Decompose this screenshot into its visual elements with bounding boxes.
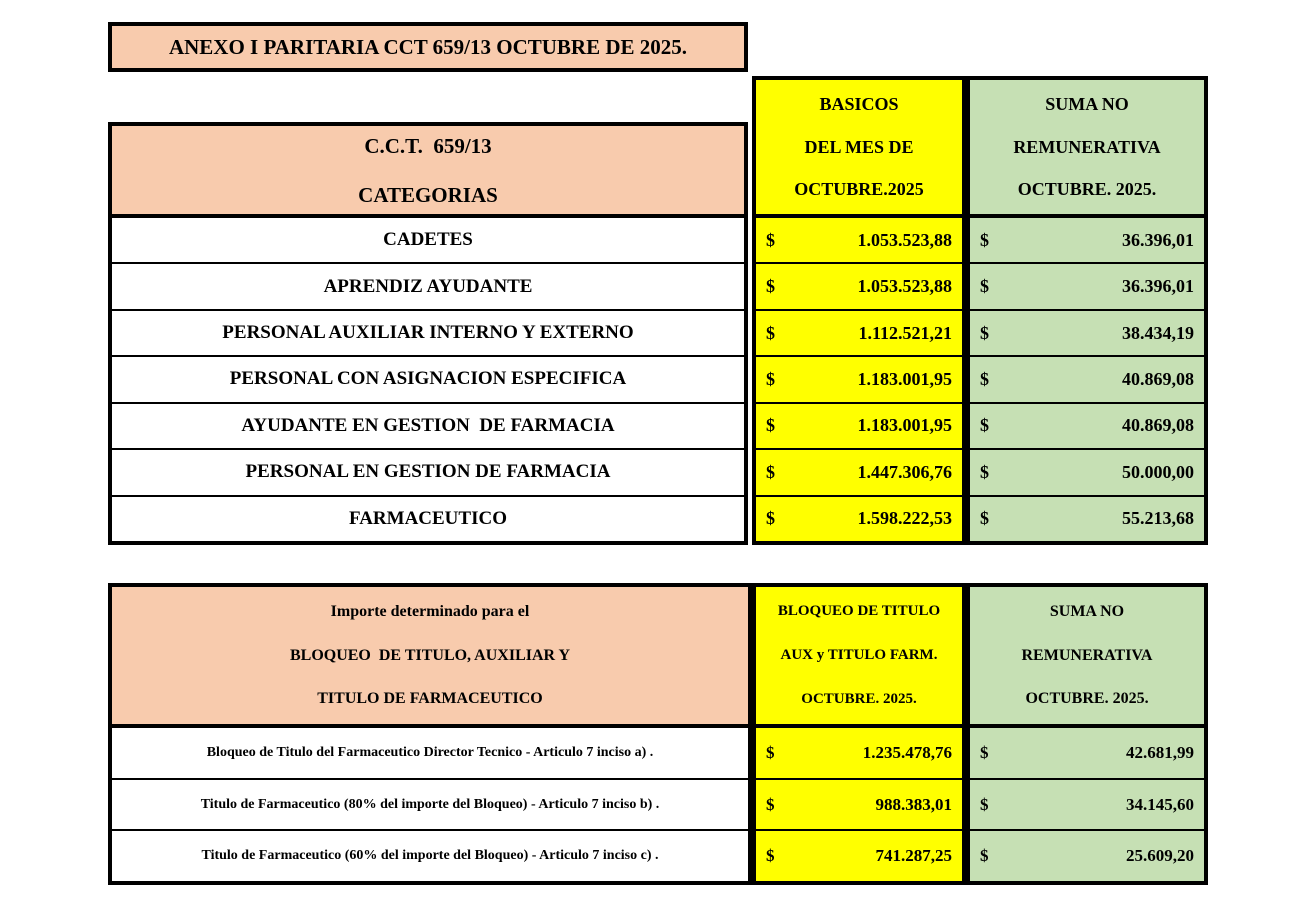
suma-header-line: OCTUBRE. 2025.	[1025, 690, 1149, 707]
amount-value: 1.053.523,88	[857, 229, 952, 250]
table2-bloqueo-column	[752, 583, 966, 885]
table-row	[112, 728, 748, 778]
table-row	[112, 262, 744, 308]
currency-symbol: $	[980, 322, 989, 343]
basicos-header-line: BASICOS	[819, 94, 899, 114]
bloqueo-amount-cell	[756, 728, 962, 778]
importe-header-line: BLOQUEO DE TITULO, AUXILIAR Y	[289, 646, 571, 664]
table2-bloqueo-rows	[756, 728, 962, 881]
amount-value: 1.053.523,88	[857, 276, 952, 297]
basico-amount-cell	[756, 262, 962, 308]
categorias-label: CATEGORIAS	[358, 183, 498, 207]
currency-symbol: $	[766, 276, 775, 297]
currency-symbol: $	[766, 742, 775, 762]
amount-value: 36.396,01	[1122, 229, 1194, 250]
basico-amount-cell	[756, 495, 962, 541]
importe-header-line: Importe determinado para el	[330, 603, 530, 620]
table1-categories-header-cell	[112, 126, 744, 218]
cct-number-label: C.C.T. 659/13	[364, 134, 492, 158]
category-cell: PERSONAL EN GESTION DE FARMACIA	[245, 461, 611, 483]
category-cell: AYUDANTE EN GESTION DE FARMACIA	[241, 414, 615, 436]
suma-header-line: REMUNERATIVA	[1021, 646, 1153, 664]
currency-symbol: $	[980, 415, 989, 436]
amount-value: 1.598.222,53	[857, 508, 952, 529]
description-cell: Bloqueo de Titulo del Farmaceutico Director Tecnico - Articulo 7 inciso a) .	[206, 744, 654, 760]
suma-header-line: OCTUBRE. 2025.	[1017, 179, 1157, 199]
suma-amount-cell	[970, 495, 1204, 541]
table-row	[112, 495, 744, 541]
suma-amount-cell	[970, 728, 1204, 778]
suma-header-line: SUMA NO	[1045, 94, 1129, 114]
currency-symbol: $	[766, 229, 775, 250]
currency-symbol: $	[980, 508, 989, 529]
currency-symbol: $	[980, 461, 989, 482]
amount-value: 25.609,20	[1126, 846, 1194, 866]
table1-categories-column	[108, 122, 748, 545]
amount-value: 741.287,25	[875, 846, 952, 866]
category-cell: APRENDIZ AYUDANTE	[323, 275, 533, 297]
bloqueo-amount-cell	[756, 778, 962, 830]
basico-amount-cell	[756, 218, 962, 262]
amount-value: 50.000,00	[1122, 461, 1194, 482]
description-cell: Titulo de Farmaceutico (80% del importe del Bloqueo) - Articulo 7 inciso b) .	[200, 796, 660, 812]
amount-value: 34.145,60	[1126, 794, 1194, 814]
suma-amount-cell	[970, 402, 1204, 448]
amount-value: 1.235.478,76	[862, 742, 952, 762]
basicos-header-line: OCTUBRE.2025	[794, 179, 924, 199]
amount-value: 36.396,01	[1122, 276, 1194, 297]
table2-suma-header-cell	[970, 587, 1204, 728]
table-row	[112, 218, 744, 262]
category-cell: CADETES	[383, 229, 473, 251]
table1-basicos-rows	[756, 218, 962, 541]
table1-basicos-column	[752, 76, 966, 545]
currency-symbol: $	[980, 368, 989, 389]
basico-amount-cell	[756, 402, 962, 448]
suma-header-line: REMUNERATIVA	[1013, 136, 1161, 157]
amount-value: 1.447.306,76	[857, 461, 952, 482]
currency-symbol: $	[766, 508, 775, 529]
table-row	[112, 355, 744, 401]
amount-value: 55.213,68	[1122, 508, 1194, 529]
currency-symbol: $	[980, 276, 989, 297]
basico-amount-cell	[756, 355, 962, 401]
table1-suma-rows	[970, 218, 1204, 541]
table1-category-rows	[112, 218, 744, 541]
basicos-header-line: DEL MES DE	[804, 136, 914, 157]
amount-value: 1.183.001,95	[857, 368, 952, 389]
category-cell: PERSONAL CON ASIGNACION ESPECIFICA	[229, 368, 627, 390]
description-cell: Titulo de Farmaceutico (60% del importe del Bloqueo) - Articulo 7 inciso c) .	[201, 848, 659, 864]
currency-symbol: $	[766, 368, 775, 389]
currency-symbol: $	[766, 846, 775, 866]
basico-amount-cell	[756, 309, 962, 355]
suma-amount-cell	[970, 262, 1204, 308]
suma-amount-cell	[970, 778, 1204, 830]
category-cell: PERSONAL AUXILIAR INTERNO Y EXTERNO	[222, 322, 634, 344]
suma-amount-cell	[970, 218, 1204, 262]
basico-amount-cell	[756, 448, 962, 494]
currency-symbol: $	[766, 415, 775, 436]
bloqueo-header-line: AUX y TITULO FARM.	[780, 647, 938, 663]
currency-symbol: $	[766, 794, 775, 814]
currency-symbol: $	[980, 742, 989, 762]
amount-value: 1.112.521,21	[858, 322, 952, 343]
table-row	[112, 778, 748, 830]
suma-amount-cell	[970, 829, 1204, 881]
category-cell: FARMACEUTICO	[349, 507, 507, 529]
table2-left-header-cell	[112, 587, 748, 728]
bloqueo-header-line: OCTUBRE. 2025.	[801, 691, 917, 707]
currency-symbol: $	[766, 461, 775, 482]
table-row	[112, 829, 748, 881]
currency-symbol: $	[980, 794, 989, 814]
page-title: ANEXO I PARITARIA CCT 659/13 OCTUBRE DE 2025.	[108, 22, 748, 72]
table1-suma-column	[966, 76, 1208, 545]
currency-symbol: $	[980, 229, 989, 250]
amount-value: 988.383,01	[875, 794, 952, 814]
amount-value: 1.183.001,95	[857, 415, 952, 436]
table-row	[112, 309, 744, 355]
suma-header-line: SUMA NO	[1049, 603, 1125, 620]
suma-amount-cell	[970, 309, 1204, 355]
table-row	[112, 402, 744, 448]
bloqueo-amount-cell	[756, 829, 962, 881]
suma-amount-cell	[970, 448, 1204, 494]
amount-value: 40.869,08	[1122, 368, 1194, 389]
currency-symbol: $	[766, 322, 775, 343]
amount-value: 38.434,19	[1122, 322, 1194, 343]
table1-basicos-header-cell	[756, 80, 962, 218]
table1-suma-header-cell	[970, 80, 1204, 218]
table-row	[112, 448, 744, 494]
amount-value: 42.681,99	[1126, 742, 1194, 762]
table2-bloqueo-header-cell	[756, 587, 962, 728]
table2-description-rows	[112, 728, 748, 881]
table2-suma-rows	[970, 728, 1204, 881]
table2-suma-column	[966, 583, 1208, 885]
currency-symbol: $	[980, 846, 989, 866]
amount-value: 40.869,08	[1122, 415, 1194, 436]
table2-descriptions-column	[108, 583, 752, 885]
importe-header-line: TITULO DE FARMACEUTICO	[317, 690, 543, 707]
bloqueo-header-line: BLOQUEO DE TITULO	[777, 603, 941, 619]
suma-amount-cell	[970, 355, 1204, 401]
